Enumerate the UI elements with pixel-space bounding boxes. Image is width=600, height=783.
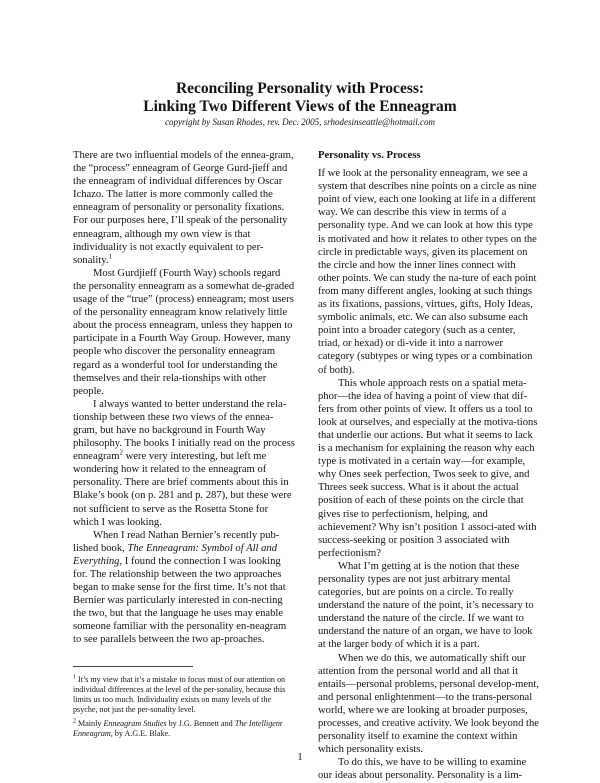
paragraph xyxy=(73,398,295,529)
footnote-text: Mainly xyxy=(76,719,104,728)
footnote-1 xyxy=(73,675,295,715)
paragraph-text: When I read Nathan Bernier’s recently pub-lished book, xyxy=(73,529,280,554)
copyright-line: copyright by Susan Rhodes, rev. Dec. 2005, srhodesinseattle@hotmail.com xyxy=(164,117,436,127)
section-heading: Personality vs. Process xyxy=(318,150,421,161)
footnote-ref: 1 xyxy=(108,252,113,261)
paragraph: What I’m getting at is the notion that these personality types are not just arbitrary mental categories, but are points on a circle. To really understand the nature of the point, it’s necessary to understand the nature of the circle. If we want to understand the nature of an organ, we have to look at the larger body of which it is a part. xyxy=(318,560,534,651)
paragraph xyxy=(73,149,295,267)
book-title: The Intelligent Enneagram xyxy=(73,719,283,738)
footnote-text: , by A.G.E. Blake. xyxy=(110,729,171,738)
left-column xyxy=(73,149,295,647)
footnote-text: It’s my view that it’s a mistake to focus most of our attention on individual differences at the level of the per-sonality, because this limits us too much. Individuality exists on many levels of the psyche, not just the per-sonality level. xyxy=(73,675,286,714)
footnote-text: by J.G. Bennett and xyxy=(166,719,235,728)
paragraph: To do this, we have to be willing to examine our ideas about personality. Personality is a lim- xyxy=(318,757,527,782)
footnote-ref: 2 xyxy=(119,448,123,457)
document-header xyxy=(0,80,600,128)
page-number: 1 xyxy=(297,752,303,763)
paragraph: Most Gurdjieff (Fourth Way) schools regard the personality enneagram as a somewhat de-graded usage of the “true” (process) enneagram; most users of the personality enneagram know relatively little about the process enneagram, unless they happen to participate in a Fourth Way Group. However, many people who discover the personality enneagram regard as a wonderful tool for understanding the themselves and their rela-tionships with other people. xyxy=(73,267,295,397)
paragraph: If we look at the personality enneagram, we see a system that describes nine points on a circle as nine point of view, each one looking at life in a different way. We can describe this view in terms of a personality type. And we can look at how this type is motivated and how it relates to other types on the circle in predictable ways, given its placement on the circle and how the inner lines connect with other points. We can study the na-ture of each point from many different angles, looking at such things as its fixations, passions, virtues, gifts, Holy Ideas, symbolic animals, etc. We can also subsume each point into a broader category (such as a center, triad, or hexad) or di-vide it into a narrower category (subtypes or wing types or a combination of both). xyxy=(318,168,537,376)
paragraph-text: I always wanted to better understand the rela-tionship between these two views of the ennea-gram, but have no background in Fourth Way philosophy. The books I initially read on the process enneagram xyxy=(73,398,295,463)
footnote-2 xyxy=(73,719,295,739)
paragraph-text: There are two influential models of the ennea-gram, the “process” enneagram of George Gurd-jieff and the enneagram of individual differences by Oscar Ichazo. The latter is more commonly called the enneagram of personality or personality fixations. For our purposes here, I’ll speak of the personality enneagram, although my own view is that individuality is not exactly equivalent to per-sonality. xyxy=(73,150,294,266)
footnote-divider xyxy=(73,666,193,667)
footnote-mark: 2 xyxy=(73,718,76,725)
right-column xyxy=(318,149,540,783)
book-title: Enneagram Studies xyxy=(103,719,167,728)
title-line-1: Reconciling Personality with Process: xyxy=(175,80,425,97)
paragraph-text: were very interesting, but left me wondering how it related to the enneagram of personality. There are brief comments about this in Blake’s book (on p. 281 and p. 287), but these were not sufficient to serve as the Rosetta Stone for which I was looking. xyxy=(73,451,292,528)
paragraph xyxy=(73,529,295,647)
title-line-2: Linking Two Different Views of the Enneagram xyxy=(143,98,457,115)
footnote-mark: 1 xyxy=(73,674,76,681)
book-title: The Enneagram: Symbol of All and Everything xyxy=(73,542,278,567)
paragraph: When we do this, we automatically shift our attention from the personal world and all that it entails—personal problems, personal develop-ment, and personal enlightenment—to the trans-personal world, where we are looking at broader purposes, processes, and creative activity. We look beyond the personality itself to examine the context within which personality exists. xyxy=(318,652,539,756)
paragraph-text: , I found the connection I was looking for. The relationship between the two approaches began to make sense for the first time. It’s not that Bernier was particularly interested in con-necting the two, but that the language he uses may enable someone familiar with the personality en-neagram to see parallels between the two ap-proaches. xyxy=(73,555,287,646)
footnotes xyxy=(73,675,295,743)
paragraph: This whole approach rests on a spatial meta-phor—the idea of having a point of view that dif-fers from other points of view. It offers us a tool to look at ourselves, and especially at the motiva-tions that underlie our actions. But what it seems to lack is a mechanism for explaining the reason why each type is motivated in a certain way—for example, why Ones seek perfection, Twos seek to give, and Threes seek success. What is it about the actual position of each of these points on the circle that gives rise to perfectionism, helping, and achievement? Why isn’t position 1 associ-ated with success-seeking or position 3 associated with perfectionism? xyxy=(318,377,538,559)
